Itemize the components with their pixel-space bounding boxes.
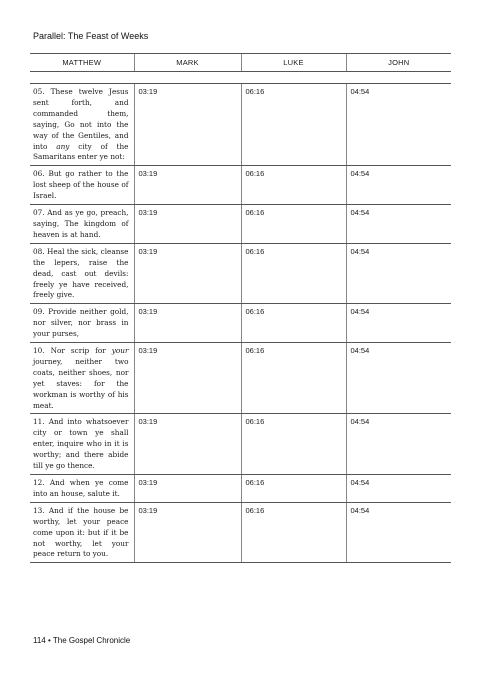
matthew-verse-cell: 12. And when ye come into an house, salute it.: [30, 475, 134, 503]
table-row: [30, 304, 451, 343]
luke-ref-cell: 06:16: [241, 205, 346, 244]
table-row: [30, 343, 451, 414]
john-ref-cell: 04:54: [346, 84, 451, 166]
mark-ref-cell: 03:19: [134, 475, 241, 503]
column-header-matthew: MATTHEW: [30, 54, 134, 72]
mark-ref-cell: 03:19: [134, 502, 241, 563]
table-row: [30, 475, 451, 503]
mark-ref-cell: 03:19: [134, 343, 241, 414]
mark-ref-cell: 03:19: [134, 84, 241, 166]
column-header-luke: LUKE: [241, 54, 346, 72]
luke-ref-cell: 06:16: [241, 166, 346, 205]
john-ref-cell: 04:54: [346, 243, 451, 304]
matthew-verse-cell: 13. And if the house be worthy, let your peace come upon it: but if it be not worthy, let your peace return to you.: [30, 502, 134, 563]
mark-ref-cell: 03:19: [134, 304, 241, 343]
mark-ref-cell: 03:19: [134, 243, 241, 304]
matthew-verse-cell: 05. These twelve Jesus sent forth, and commanded them, saying, Go not into the way of the Gentiles, and into any city of the Samaritans enter ye not:: [30, 84, 134, 166]
table-body: [30, 72, 451, 563]
john-ref-cell: 04:54: [346, 343, 451, 414]
table-row: [30, 205, 451, 244]
column-header-mark: MARK: [134, 54, 241, 72]
matthew-verse-cell: 10. Nor scrip for your journey, neither two coats, neither shoes, nor yet staves: for the workman is worthy of his meat.: [30, 343, 134, 414]
john-ref-cell: 04:54: [346, 205, 451, 244]
page-footer: 114 • The Gospel Chronicle: [33, 636, 131, 645]
column-header-john: JOHN: [346, 54, 451, 72]
parallel-table: [30, 53, 451, 563]
john-ref-cell: 04:54: [346, 166, 451, 205]
luke-ref-cell: 06:16: [241, 84, 346, 166]
matthew-verse-cell: 09. Provide neither gold, nor silver, nor brass in your purses,: [30, 304, 134, 343]
table-row: [30, 166, 451, 205]
matthew-verse-cell: 08. Heal the sick, cleanse the lepers, raise the dead, cast out devils: freely ye have received, freely give.: [30, 243, 134, 304]
table-header-row: [30, 54, 451, 72]
john-ref-cell: 04:54: [346, 502, 451, 563]
matthew-verse-cell: 06. But go rather to the lost sheep of the house of Israel.: [30, 166, 134, 205]
mark-ref-cell: 03:19: [134, 205, 241, 244]
luke-ref-cell: 06:16: [241, 502, 346, 563]
matthew-verse-cell: 11. And into whatsoever city or town ye shall enter, inquire who in it is worthy; and there abide till ye go thence.: [30, 414, 134, 475]
table-row: [30, 502, 451, 563]
table-row: [30, 414, 451, 475]
john-ref-cell: 04:54: [346, 304, 451, 343]
mark-ref-cell: 03:19: [134, 414, 241, 475]
john-ref-cell: 04:54: [346, 414, 451, 475]
luke-ref-cell: 06:16: [241, 414, 346, 475]
luke-ref-cell: 06:16: [241, 243, 346, 304]
mark-ref-cell: 03:19: [134, 166, 241, 205]
luke-ref-cell: 06:16: [241, 343, 346, 414]
luke-ref-cell: 06:16: [241, 475, 346, 503]
table-row: [30, 243, 451, 304]
table-spacer-row: [30, 72, 451, 84]
page-title: Parallel: The Feast of Weeks: [33, 31, 149, 41]
john-ref-cell: 04:54: [346, 475, 451, 503]
luke-ref-cell: 06:16: [241, 304, 346, 343]
table-row: [30, 84, 451, 166]
matthew-verse-cell: 07. And as ye go, preach, saying, The kingdom of heaven is at hand.: [30, 205, 134, 244]
